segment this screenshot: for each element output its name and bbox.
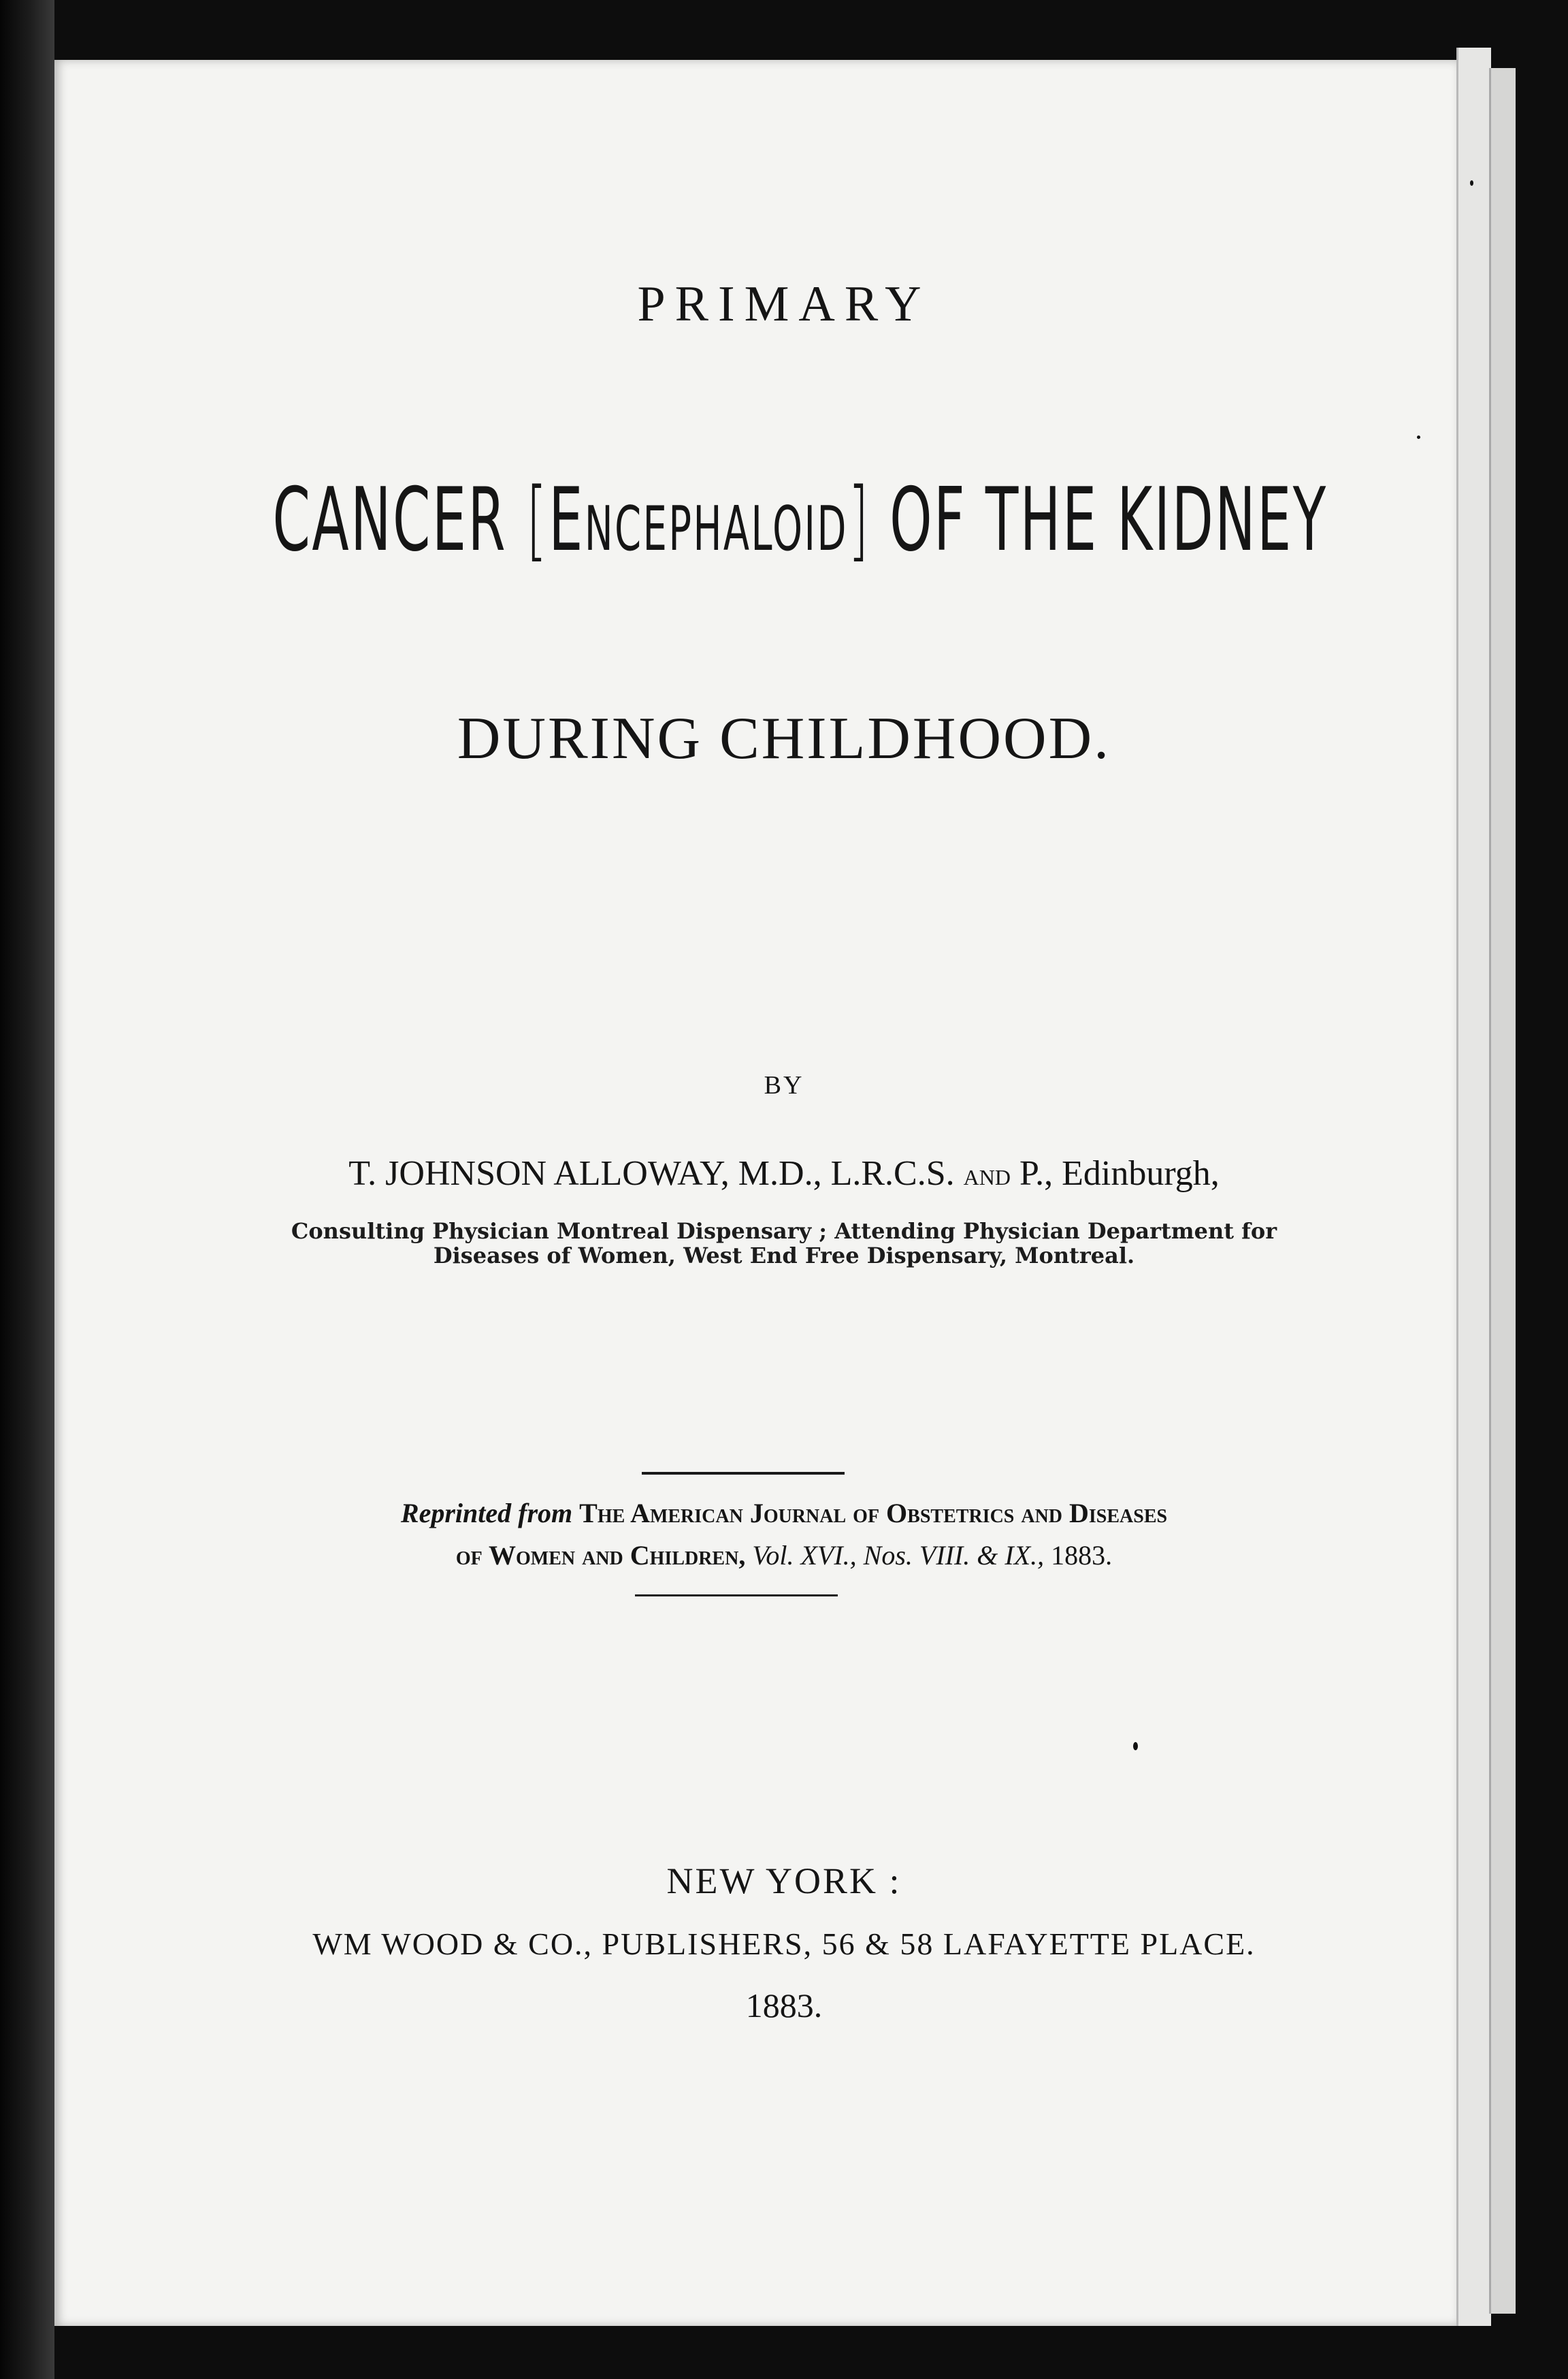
imprint-year: 1883. (745, 1986, 823, 2024)
bracket-close: ] (847, 470, 871, 571)
title-part-cancer: CANCER (272, 470, 508, 571)
divider-rule-top (642, 1472, 845, 1475)
scan-speck (1470, 180, 1473, 186)
author-and: and (963, 1157, 1011, 1192)
scan-speck (1133, 1742, 1138, 1750)
imprint-publisher: WM WOOD & CO., PUBLISHERS, 56 & 58 LAFAYETTE PLACE. (312, 1926, 1256, 1961)
author-tail: P., Edinburgh, (1019, 1154, 1220, 1193)
scan-speck (1417, 436, 1420, 439)
scan-bottom-edge (54, 2326, 1514, 2379)
divider-rule-bottom (635, 1594, 838, 1596)
reprint-line-1 (0, 1497, 1568, 1529)
author-name: T. JOHNSON ALLOWAY, M.D., L.R.C.S. (348, 1154, 955, 1193)
title-line-2 (272, 470, 1328, 571)
reprinted-from: Reprinted from (400, 1498, 573, 1528)
journal-name-1: The American Journal of Obstetrics and Diseases (579, 1498, 1168, 1528)
affiliation-line-1: Consulting Physician Montreal Dispensary ; Attending Physician Department for (291, 1218, 1277, 1244)
bracket-open: [ (525, 470, 549, 571)
title-line-1: PRIMARY (637, 276, 931, 332)
journal-name-2: of Women and Children, (455, 1540, 746, 1571)
title-part-kidney: OF THE KIDNEY (889, 470, 1328, 571)
author-line (0, 1153, 1568, 1194)
imprint-city: NEW YORK : (666, 1860, 902, 1901)
title-encephaloid: Encephaloid (549, 470, 848, 571)
affiliation-line-2: Diseases of Women, West End Free Dispensary, Montreal. (433, 1243, 1135, 1268)
title-line-3: DURING CHILDHOOD. (457, 706, 1111, 772)
by-label: BY (764, 1071, 804, 1100)
journal-volume: Vol. XVI., Nos. VIII. & IX., (752, 1540, 1045, 1571)
reprint-line-2 (0, 1539, 1568, 1571)
journal-year: 1883. (1051, 1540, 1113, 1571)
